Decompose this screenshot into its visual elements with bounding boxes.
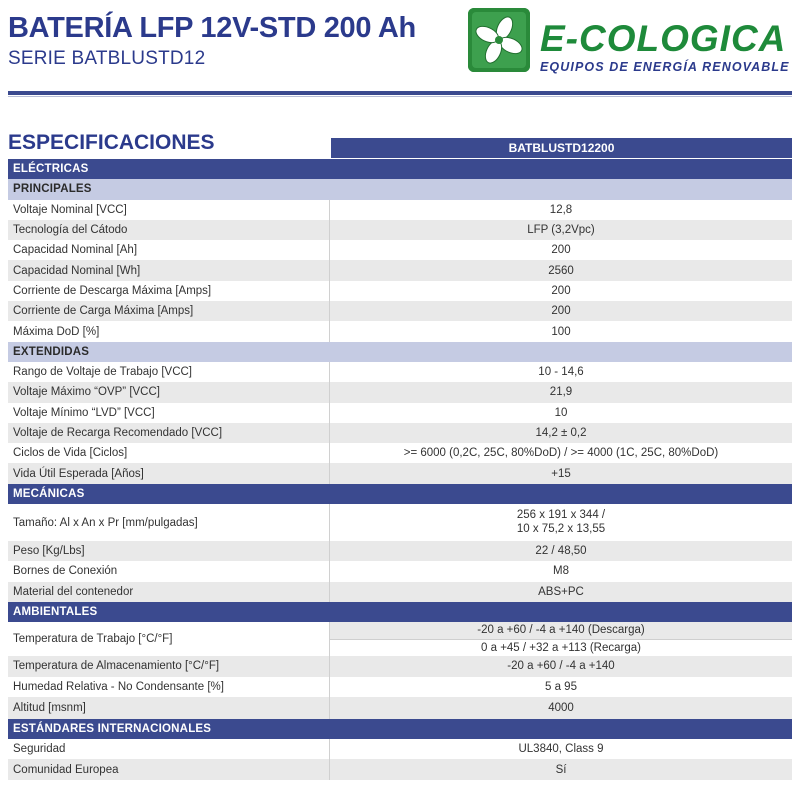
logo-tagline: EQUIPOS DE ENERGÍA RENOVABLE <box>540 60 790 74</box>
param-label: Temperatura de Almacenamiento [°C/°F] <box>8 656 330 676</box>
logo-name: E-COLOGICA <box>540 18 787 59</box>
model-column-header: BATBLUSTD12200 <box>331 138 792 158</box>
table-row <box>8 260 792 280</box>
specs-heading: ESPECIFICACIONES <box>8 131 215 154</box>
param-value: 200 <box>330 301 792 321</box>
param-label: Voltaje de Recarga Recomendado [VCC] <box>8 423 330 443</box>
subsection-header-extendidas: EXTENDIDAS <box>8 342 792 362</box>
table-row <box>8 759 792 779</box>
param-label: Seguridad <box>8 739 330 759</box>
param-label: Bornes de Conexión <box>8 561 330 581</box>
param-value: -20 a +60 / -4 a +140 <box>330 656 792 676</box>
table-row <box>8 697 792 719</box>
spec-table <box>8 159 792 780</box>
param-label: Material del contenedor <box>8 582 330 602</box>
param-label: Altitud [msnm] <box>8 697 330 719</box>
table-row <box>8 362 792 382</box>
param-label: Vida Útil Esperada [Años] <box>8 463 330 483</box>
section-header-mecanicas: MECÁNICAS <box>8 484 792 504</box>
param-value-split <box>330 622 792 656</box>
param-label: Tamaño: Al x An x Pr [mm/pulgadas] <box>8 504 330 541</box>
section-header-electricas: ELÉCTRICAS <box>8 159 792 179</box>
pinwheel-icon <box>468 8 530 72</box>
table-row <box>8 443 792 463</box>
param-value: +15 <box>330 463 792 483</box>
table-row <box>8 240 792 260</box>
param-label: Ciclos de Vida [Ciclos] <box>8 443 330 463</box>
param-value: LFP (3,2Vpc) <box>330 220 792 240</box>
section-header-ambientales: AMBIENTALES <box>8 602 792 622</box>
table-row <box>8 656 792 676</box>
param-value: 200 <box>330 281 792 301</box>
company-logo <box>466 8 796 76</box>
param-label: Voltaje Máximo “OVP” [VCC] <box>8 382 330 402</box>
param-value: >= 6000 (0,2C, 25C, 80%DoD) / >= 4000 (1C, 25C, 80%DoD) <box>330 443 792 463</box>
table-row <box>8 403 792 423</box>
subsection-header-principales: PRINCIPALES <box>8 179 792 199</box>
param-value: 14,2 ± 0,2 <box>330 423 792 443</box>
param-value: 0 a +45 / +32 a +113 (Recarga) <box>330 640 792 657</box>
param-value: 200 <box>330 240 792 260</box>
table-row <box>8 739 792 759</box>
param-value: 21,9 <box>330 382 792 402</box>
param-value: 10 <box>330 403 792 423</box>
table-row <box>8 561 792 581</box>
param-value <box>330 504 792 541</box>
header-divider <box>8 91 792 95</box>
param-value: 12,8 <box>330 200 792 220</box>
table-row <box>8 301 792 321</box>
param-label: Voltaje Nominal [VCC] <box>8 200 330 220</box>
param-value: 100 <box>330 321 792 341</box>
table-row <box>8 321 792 341</box>
param-label: Voltaje Mínimo “LVD” [VCC] <box>8 403 330 423</box>
param-label: Rango de Voltaje de Trabajo [VCC] <box>8 362 330 382</box>
table-row <box>8 463 792 483</box>
table-row <box>8 541 792 561</box>
table-row <box>8 200 792 220</box>
param-label: Humedad Relativa - No Condensante [%] <box>8 677 330 697</box>
param-value: 22 / 48,50 <box>330 541 792 561</box>
param-label: Corriente de Descarga Máxima [Amps] <box>8 281 330 301</box>
param-value: -20 a +60 / -4 a +140 (Descarga) <box>330 622 792 640</box>
section-header-estandares: ESTÁNDARES INTERNACIONALES <box>8 719 792 739</box>
param-label: Capacidad Nominal [Ah] <box>8 240 330 260</box>
param-label: Capacidad Nominal [Wh] <box>8 260 330 280</box>
table-row <box>8 677 792 697</box>
param-value-line: 10 x 75,2 x 13,55 <box>516 522 606 535</box>
param-value: ABS+PC <box>330 582 792 602</box>
param-value: 4000 <box>330 697 792 719</box>
param-value: UL3840, Class 9 <box>330 739 792 759</box>
param-label: Temperatura de Trabajo [°C/°F] <box>8 622 330 656</box>
param-label: Comunidad Europea <box>8 759 330 779</box>
param-value: 2560 <box>330 260 792 280</box>
param-label: Tecnología del Cátodo <box>8 220 330 240</box>
header-divider-thin <box>8 96 792 97</box>
table-row <box>8 582 792 602</box>
table-row <box>8 504 792 541</box>
param-value: 5 a 95 <box>330 677 792 697</box>
param-label: Corriente de Carga Máxima [Amps] <box>8 301 330 321</box>
table-row <box>8 423 792 443</box>
table-row <box>8 382 792 402</box>
table-row <box>8 622 792 656</box>
param-value-line: 256 x 191 x 344 / <box>516 509 606 522</box>
param-value: M8 <box>330 561 792 581</box>
param-label: Máxima DoD [%] <box>8 321 330 341</box>
table-row <box>8 281 792 301</box>
param-value: Sí <box>330 759 792 779</box>
param-value: 10 - 14,6 <box>330 362 792 382</box>
param-label: Peso [Kg/Lbs] <box>8 541 330 561</box>
logo-emblem <box>468 8 530 72</box>
table-row <box>8 220 792 240</box>
page-subtitle: SERIE BATBLUSTD12 <box>8 48 206 69</box>
page-title: BATERÍA LFP 12V-STD 200 Ah <box>8 12 416 44</box>
